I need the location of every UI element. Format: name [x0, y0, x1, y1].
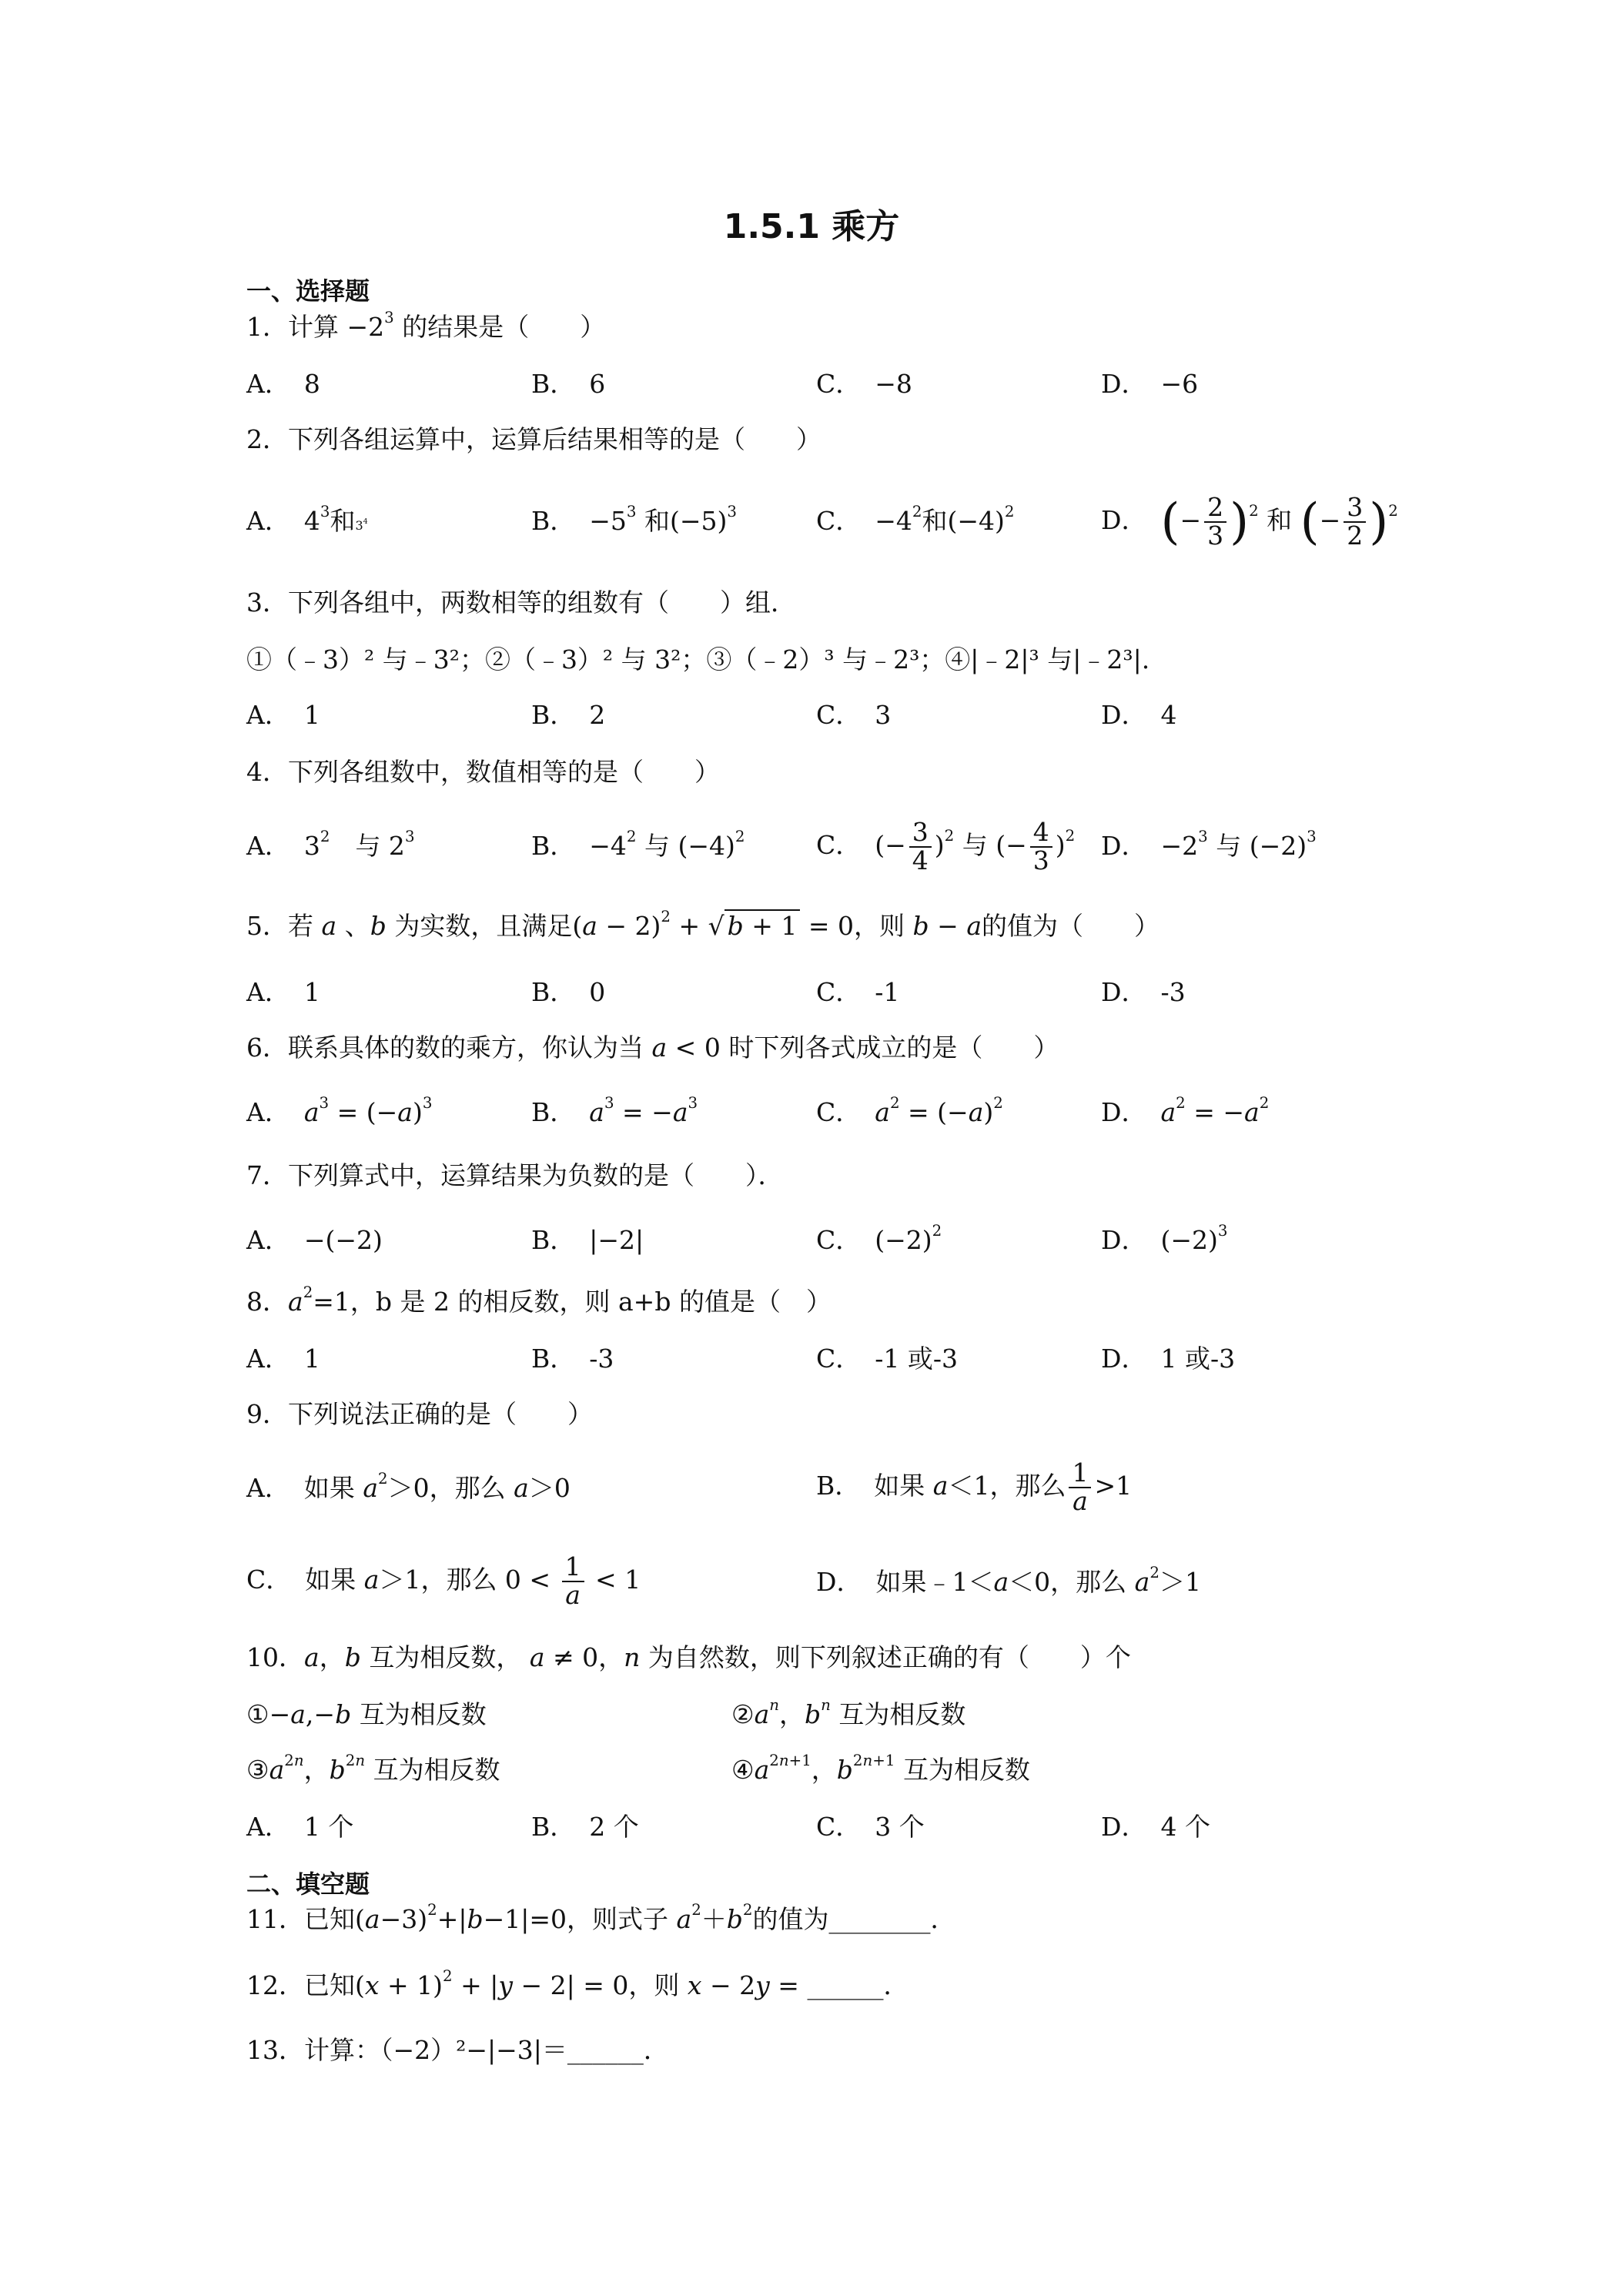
q8-option-d: D． 1 或-3 [1101, 1344, 1236, 1374]
q9-option-d: D． 如果﹣1＜a＜0，那么 $a^2>1$ [816, 1564, 1201, 1597]
q10-option-d: D． 4 个 [1101, 1812, 1210, 1842]
q6-option-c: C． $a^2 = (-a)^2$ [816, 1094, 1003, 1127]
q10-item-4: $④a^{2n+1}$，$b^{2n+1}$ 互为相反数 [731, 1752, 1030, 1785]
q10-option-c: C． 3 个 [816, 1812, 925, 1842]
q8-option-b: B． -3 [531, 1344, 614, 1374]
q1-option-d: D． −6 [1101, 369, 1199, 399]
q10-option-b: B． 2 个 [531, 1812, 639, 1842]
q10-item-1: ①−a,−b 互为相反数 [246, 1699, 487, 1729]
q1-option-b: B． 6 [531, 369, 606, 399]
question-11: 11．已知$(a-3)^2+|b-1|=0$，则式子 $a^2+b^2$的值为________． [246, 1901, 956, 1934]
q10-option-a: A． 1 个 [246, 1812, 354, 1842]
q2-option-d: D． (− $\frac{2}{3}$ )$^2$ 和 (− $\frac{3}{2}$ )$^2$ [1101, 492, 1398, 551]
q4-option-b: B． $-4^2$ 与 $(-4)^2$ [531, 828, 745, 861]
q4-option-c: C． (− $\frac{3}{4}$ )$^2$ 与 (− $\frac{4}{3}$ )$^2$ [816, 817, 1076, 875]
q3-option-d: D． 4 [1101, 700, 1177, 730]
q9-option-c: C． 如果 a＞1，那么 0 < $\frac{1}{a}$ < 1 [246, 1551, 641, 1610]
question-6: 6．联系具体的数的乘方，你认为当 a < 0 时下列各式成立的是（ ） [246, 1033, 1059, 1063]
q5-option-a: A． 1 [246, 977, 320, 1007]
q10-item-2: $②a^n$，$b^n$ 互为相反数 [731, 1696, 966, 1729]
q9-option-a: A． 如果 $a^2>0$，那么 a＞0 [246, 1470, 571, 1503]
question-12: 12．已知$(x + 1)^2 + |y - 2| = 0$，则 x − 2y = ______． [246, 1967, 909, 2000]
q10-item-3: $③a^{2n}$，$b^{2n}$ 互为相反数 [246, 1752, 500, 1785]
q6-option-a: A． $a^3 = (-a)^3$ [246, 1094, 433, 1127]
q5-option-d: D． -3 [1101, 977, 1186, 1007]
q3-option-a: A． 1 [246, 700, 320, 730]
q8-option-c: C． -1 或-3 [816, 1344, 959, 1374]
q5-option-b: B． 0 [531, 977, 606, 1007]
q2-option-b: B． $-5^3$ 和$(-5)^3$ [531, 503, 738, 536]
question-10: 10．a，b 互为相反数， a ≠ 0，n 为自然数，则下列叙述正确的有（ ）个 [246, 1642, 1131, 1672]
q2-option-c: C． $-4^2$和$(-4)^2$ [816, 503, 1015, 536]
question-7: 7．下列算式中，运算结果为负数的是（ ）． [246, 1160, 784, 1190]
page-title: 1.5.1 乘方 [723, 207, 900, 246]
question-2: 2．下列各组运算中，运算后结果相等的是（ ） [246, 424, 822, 454]
q3-option-b: B． 2 [531, 700, 606, 730]
question-9: 9．下列说法正确的是（ ） [246, 1399, 593, 1429]
q6-option-d: D． $a^2 = -a^2$ [1101, 1094, 1270, 1127]
question-5: 5．若 a 、b 为实数，且满足$(a - 2)^2$ + √ b + 1 = 0，则 b − a的值为（ ） [246, 908, 1160, 941]
q3-option-c: C． 3 [816, 700, 892, 730]
section-heading-fill: 二、填空题 [246, 1869, 370, 1899]
q2-option-a: A． $4^3$和$3^4$ [246, 503, 368, 536]
question-8: 8．$a^2=1$，b 是 2 的相反数，则 a+b 的值是（ ） [246, 1284, 832, 1317]
q9-option-b: B． 如果 a＜1，那么 $\frac{1}{a}$ >1 [816, 1458, 1133, 1516]
q7-option-c: C． $(-2)^2$ [816, 1222, 942, 1255]
question-1: 1．计算 $-2^3$ 的结果是（ ） [246, 309, 606, 342]
section-heading-choice: 一、选择题 [246, 276, 370, 306]
q7-option-b: B． |−2| [531, 1225, 644, 1255]
q8-option-a: A． 1 [246, 1344, 320, 1374]
question-13: 13．计算：（−2）²−|−3|＝______． [246, 2035, 669, 2065]
q7-option-a: A． −(−2) [246, 1225, 383, 1255]
q4-option-a: A． $3^2$ 与 $2^3$ [246, 828, 415, 861]
question-3: 3．下列各组中，两数相等的组数有（ ）组． [246, 587, 796, 618]
q6-option-b: B． $a^3 = -a^3$ [531, 1094, 698, 1127]
q5-option-c: C． -1 [816, 977, 900, 1007]
q7-option-d: D． $(-2)^3$ [1101, 1222, 1228, 1255]
question-3-items: ①（﹣3）² 与﹣3²；②（﹣3）² 与 3²；③（﹣2）³ 与﹣2³；④|﹣2|³ 与|﹣2³|. [246, 644, 1150, 674]
q1-option-c: C． −8 [816, 369, 912, 399]
q4-option-d: D． $-2^3$ 与 $(-2)^3$ [1101, 828, 1317, 861]
q1-option-a: A． 8 [246, 369, 320, 399]
question-4: 4．下列各组数中，数值相等的是（ ） [246, 757, 720, 787]
